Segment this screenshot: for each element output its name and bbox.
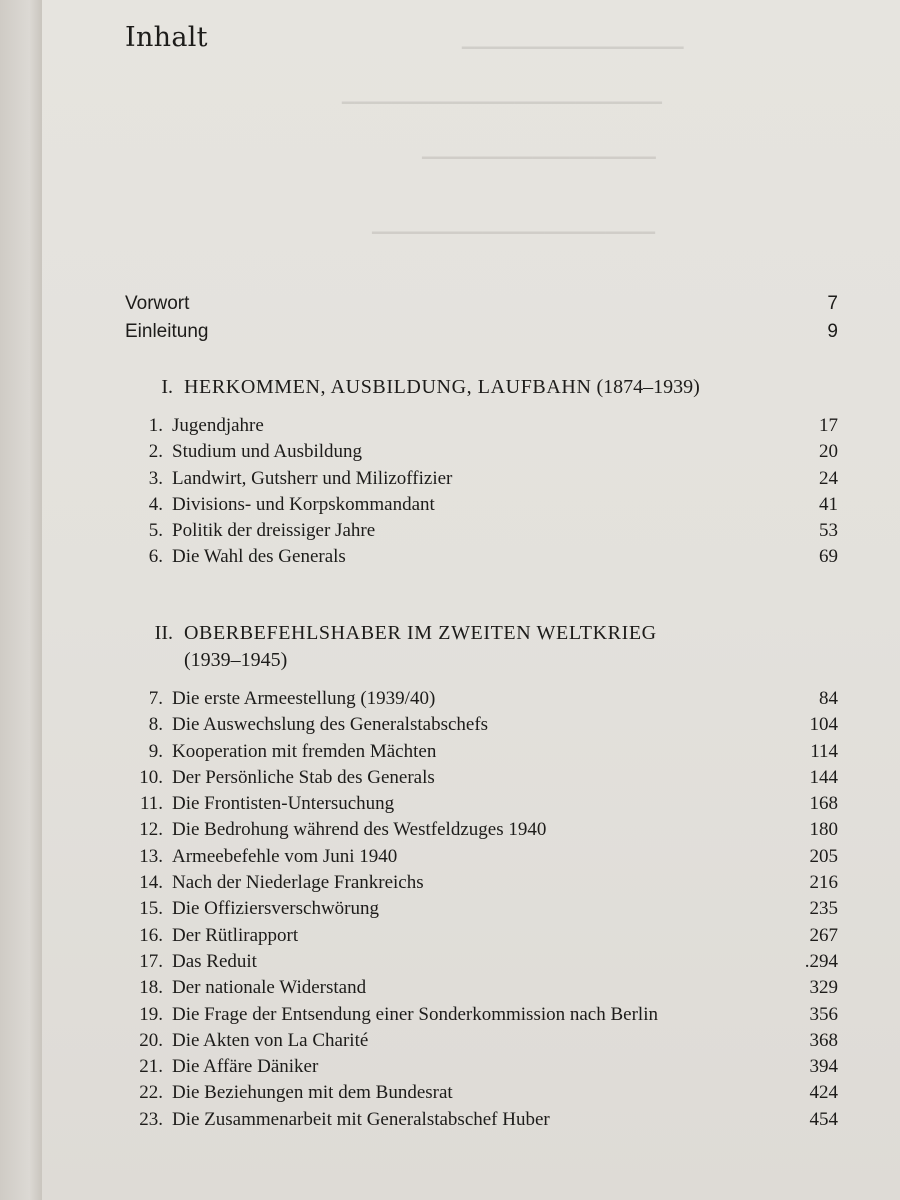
toc-entry-page: .294 — [804, 950, 838, 972]
toc-entry-number: 16. — [139, 924, 163, 946]
toc-entry-title: Die Akten von La Charité — [172, 1029, 369, 1051]
part-entries — [125, 686, 838, 1133]
toc-entry — [125, 1107, 838, 1133]
part-entries — [125, 413, 838, 571]
toc-entry — [125, 686, 838, 712]
toc-front-label: Einleitung — [125, 321, 209, 342]
toc-entry-title: Die Wahl des Generals — [172, 546, 346, 568]
toc-entry-title: Die Beziehungen mit dem Bundesrat — [172, 1082, 453, 1104]
toc-entry — [125, 1028, 838, 1054]
toc-entry — [125, 844, 838, 870]
toc-entry-number: 10. — [139, 766, 163, 788]
toc-entry — [125, 439, 838, 465]
toc-entry-page: 180 — [809, 819, 838, 841]
toc-entry — [125, 923, 838, 949]
front-matter — [125, 290, 838, 346]
toc-entry-page: 69 — [819, 546, 838, 568]
part-title-wrap — [184, 620, 838, 674]
toc-entry — [125, 1080, 838, 1106]
bleed-through-decoration: ▁▁▁▁▁▁▁▁▁▁▁▁▁▁▁▁▁▁▁ — [422, 142, 656, 159]
toc-entry-page: 114 — [810, 740, 838, 762]
toc-entry-page: 235 — [809, 898, 838, 920]
toc-entry-title: Die erste Armeestellung (1939/40) — [172, 688, 436, 709]
toc-entry-page: 17 — [819, 415, 838, 436]
part-number: II. — [154, 622, 173, 644]
adjacent-page-edge — [0, 0, 43, 1200]
toc-entry-title: Die Frontisten-Untersuchung — [172, 793, 395, 815]
part-title: OBERBEFEHLSHABER IM ZWEITEN WELTKRIEG — [184, 622, 657, 644]
toc-entry — [125, 817, 838, 843]
toc-entry — [125, 466, 838, 492]
toc-entry-number: 3. — [148, 467, 163, 489]
toc-entry-number: 1. — [148, 415, 163, 436]
toc-entry-title: Nach der Niederlage Frankreichs — [172, 872, 424, 894]
toc-entry-number: 22. — [139, 1082, 163, 1104]
toc-front-label: Vorwort — [125, 293, 190, 314]
bleed-through-decoration: ▁▁▁▁▁▁▁▁▁▁▁▁▁▁▁▁▁▁ — [462, 32, 684, 49]
bleed-through-decoration: ▁▁▁▁▁▁▁▁▁▁▁▁▁▁▁▁▁▁▁▁▁▁▁▁▁▁ — [342, 87, 662, 104]
toc-entry-number: 18. — [139, 977, 163, 999]
toc-entry — [125, 975, 838, 1001]
toc-entry-page: 205 — [809, 845, 838, 867]
toc-front-row — [125, 290, 838, 318]
toc-entry-number: 11. — [139, 793, 163, 815]
toc-entry-title: Politik der dreissiger Jahre — [172, 520, 376, 542]
toc-entry — [125, 544, 838, 570]
toc-entry — [125, 949, 838, 975]
part-heading — [125, 620, 838, 674]
toc-entry-page: 168 — [809, 793, 838, 815]
toc-entry-title: Kooperation mit fremden Mächten — [172, 740, 437, 762]
toc-front-row — [125, 318, 838, 346]
toc-entry-page: 104 — [809, 714, 838, 736]
toc-entry-title: Die Zusammenarbeit mit Generalstabschef Huber — [172, 1108, 550, 1130]
part-years: (1939–1945) — [184, 649, 288, 671]
toc-entry-page: 20 — [819, 441, 838, 463]
toc-front-page: 9 — [827, 321, 838, 342]
part-number: I. — [161, 376, 173, 398]
toc-entry-number: 13. — [139, 845, 163, 867]
toc-entry-number: 6. — [148, 546, 163, 568]
toc-entry-number: 12. — [139, 819, 163, 841]
toc-entry-page: 424 — [809, 1082, 838, 1104]
toc-entry-number: 19. — [139, 1003, 163, 1025]
toc-part-2 — [125, 620, 838, 1133]
toc-entry — [125, 413, 838, 439]
toc-entry-page: 394 — [809, 1056, 838, 1078]
toc-entry-number: 17. — [139, 950, 163, 972]
toc-entry-number: 21. — [139, 1056, 163, 1078]
toc-entry-title: Divisions- und Korpskommandant — [172, 493, 435, 515]
toc-entry-page: 267 — [809, 924, 838, 946]
part-heading — [125, 374, 838, 401]
toc-entry-page: 24 — [819, 467, 838, 489]
toc-entry-number: 20. — [139, 1029, 163, 1051]
toc-entry-page: 144 — [809, 766, 838, 788]
toc-entry — [125, 739, 838, 765]
toc-entry — [125, 492, 838, 518]
toc-entry — [125, 518, 838, 544]
toc-entry-page: 84 — [819, 688, 838, 709]
toc-part-1 — [125, 374, 838, 571]
toc-entry-title: Landwirt, Gutsherr und Milizoffizier — [172, 467, 453, 489]
page-title: Inhalt — [125, 22, 208, 53]
toc-entry-page: 368 — [809, 1029, 838, 1051]
toc-entry — [125, 870, 838, 896]
toc-entry-page: 216 — [809, 872, 838, 894]
toc-entry-title: Der Rütlirapport — [172, 924, 299, 946]
toc-entry-title: Die Auswechslung des Generalstabschefs — [172, 714, 489, 736]
part-title-wrap — [184, 374, 838, 401]
toc-entry — [125, 896, 838, 922]
toc-entry — [125, 791, 838, 817]
toc-entry-number: 5. — [148, 520, 163, 542]
toc-entry-number: 23. — [139, 1108, 163, 1130]
toc-entry-title: Der Persönliche Stab des Generals — [172, 766, 435, 788]
toc-entry-page: 41 — [819, 493, 838, 515]
toc-entry — [125, 712, 838, 738]
toc-entry-number: 14. — [139, 872, 163, 894]
toc-entry-number: 15. — [139, 898, 163, 920]
toc-entry-page: 454 — [809, 1108, 838, 1130]
part-title: HERKOMMEN, AUSBILDUNG, LAUFBAHN — [184, 376, 592, 398]
toc-entry-title: Studium und Ausbildung — [172, 441, 363, 463]
book-page — [42, 0, 900, 1200]
toc-entry — [125, 1002, 838, 1028]
toc-entry-number: 9. — [148, 740, 163, 762]
toc-front-page: 7 — [827, 293, 838, 314]
toc-entry-number: 4. — [148, 493, 163, 515]
bleed-through-decoration: ▁▁▁▁▁▁▁▁▁▁▁▁▁▁▁▁▁▁▁▁▁▁▁ — [372, 217, 656, 234]
toc-entry-title: Jugendjahre — [172, 415, 264, 436]
toc-entry-number: 8. — [148, 714, 163, 736]
toc-entry-title: Die Bedrohung während des Westfeldzuges 1940 — [172, 819, 547, 841]
toc-entry-page: 53 — [819, 520, 838, 542]
part-years: (1874–1939) — [596, 376, 700, 398]
toc-entry-title: Die Offiziersverschwörung — [172, 898, 379, 920]
toc-entry — [125, 765, 838, 791]
toc-entry — [125, 1054, 838, 1080]
toc-entry-title: Der nationale Widerstand — [172, 977, 367, 999]
toc-entry-number: 7. — [148, 688, 163, 709]
toc-entry-title: Das Reduit — [172, 950, 257, 972]
toc-entry-title: Armeebefehle vom Juni 1940 — [172, 845, 398, 867]
toc-entry-page: 329 — [809, 977, 838, 999]
toc-entry-title: Die Frage der Entsendung einer Sonderkommission nach Berlin — [172, 1003, 658, 1025]
toc-entry-title: Die Affäre Däniker — [172, 1056, 319, 1078]
toc-entry-number: 2. — [148, 441, 163, 463]
toc-entry-page: 356 — [809, 1003, 838, 1025]
